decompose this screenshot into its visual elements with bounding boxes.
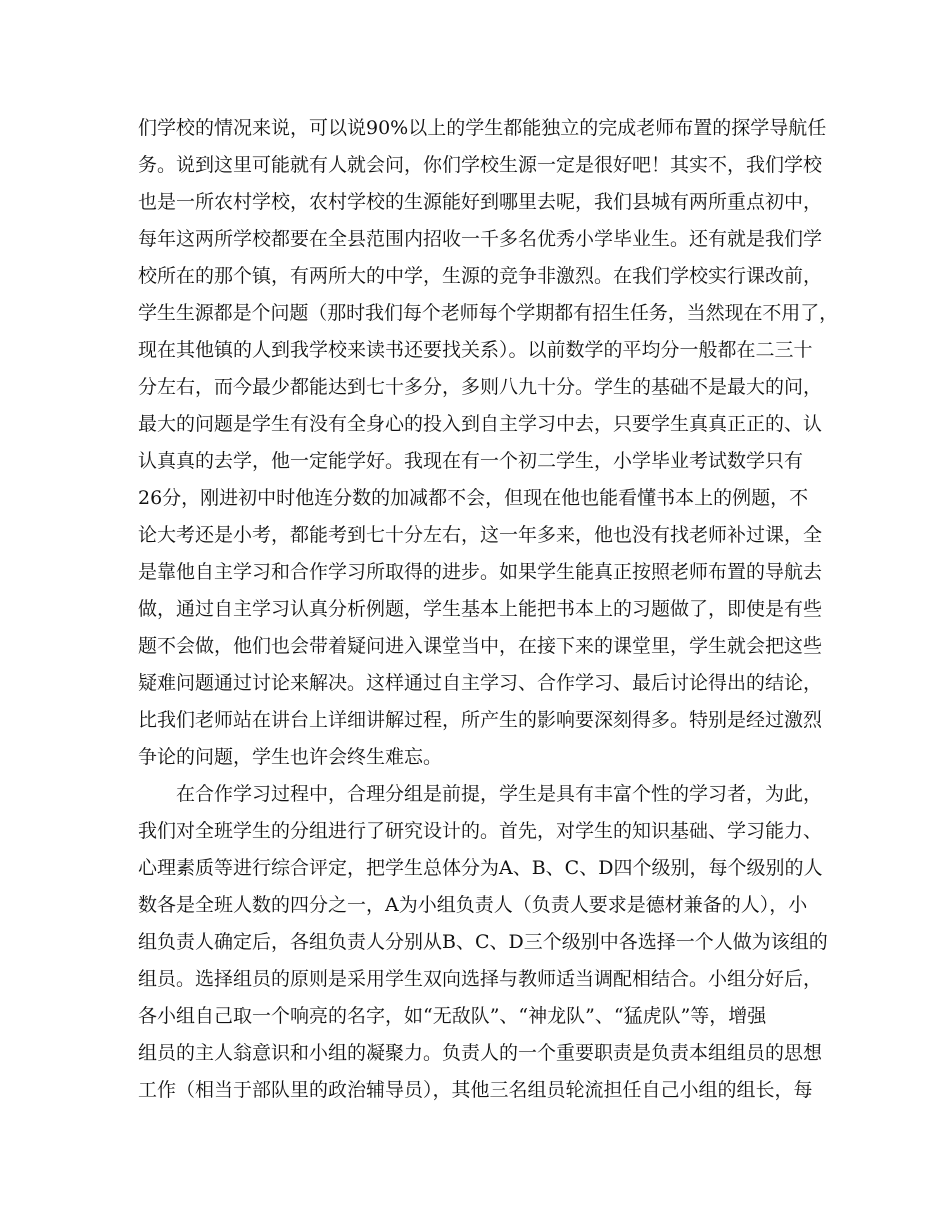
- text-line: 也是一所农村学校，农村学校的生源能好到哪里去呢，我们县城有两所重点初中，: [138, 191, 823, 213]
- text-line: 工作（相当于部队里的政治辅导员），其他三名组员轮流担任自己小组的组长，每: [138, 1079, 813, 1101]
- text-line: 题不会做，他们也会带着疑问进入课堂当中，在接下来的课堂里，学生就会把这些: [138, 635, 823, 657]
- text-line: 数各是全班人数的四分之一，A为小组负责人（负责人要求是德材兼备的人），小: [138, 894, 808, 916]
- text-line: 26分，刚进初中时他连分数的加减都不会，但现在他也能看懂书本上的例题，不: [138, 487, 809, 509]
- body-text: [138, 110, 838, 1109]
- text-line: 是靠他自主学习和合作学习所取得的进步。如果学生能真正按照老师布置的导航去: [138, 561, 823, 583]
- text-line: 疑难问题通过讨论来解决。这样通过自主学习、合作学习、最后讨论得出的结论，: [138, 672, 823, 694]
- text-line: 每年这两所学校都要在全县范围内招收一千多名优秀小学毕业生。还有就是我们学: [138, 228, 823, 250]
- paragraph-first-line: 在合作学习过程中，合理分组是前提，学生是具有丰富个性的学习者，为此，: [176, 783, 823, 805]
- text-line: 校所在的那个镇，有两所大的中学，生源的竞争非激烈。在我们学校实行课改前，: [138, 265, 823, 287]
- text-line: 争论的问题，学生也许会终生难忘。: [138, 746, 443, 768]
- text-line: 做，通过自主学习认真分析例题，学生基本上能把书本上的习题做了，即使是有些: [138, 598, 823, 620]
- text-line: 比我们老师站在讲台上详细讲解过程，所产生的影响要深刻得多。特别是经过激烈: [138, 709, 823, 731]
- text-line: 各小组自己取一个响亮的名字，如“无敌队”、“神龙队”、“猛虎队”等，增强: [138, 1005, 767, 1027]
- text-line: 最大的问题是学生有没有全身心的投入到自主学习中去，只要学生真真正正的、认: [138, 413, 823, 435]
- text-line: 组员的主人翁意识和小组的凝聚力。负责人的一个重要职责是负责本组组员的思想: [138, 1042, 823, 1064]
- text-line: 务。说到这里可能就有人就会问，你们学校生源一定是很好吧！其实不，我们学校: [138, 154, 823, 176]
- text-line: 心理素质等进行综合评定，把学生总体分为A、B、C、D四个级别，每个级别的人: [138, 857, 823, 879]
- text-line: 我们对全班学生的分组进行了研究设计的。首先，对学生的知识基础、学习能力、: [138, 820, 823, 842]
- text-line: 们学校的情况来说，可以说90%以上的学生都能独立的完成老师布置的探学导航任: [138, 117, 827, 139]
- text-line: 论大考还是小考，都能考到七十分左右，这一年多来，他也没有找老师补过课，全: [138, 524, 823, 546]
- text-line: 分左右，而今最少都能达到七十多分，多则八九十分。学生的基础不是最大的问，: [138, 376, 823, 398]
- text-line: 学生生源都是个问题（那时我们每个老师每个学期都有招生任务，当然现在不用了，: [138, 302, 839, 324]
- text-line: 组负责人确定后，各组负责人分别从B、C、D三个级别中各选择一个人做为该组的: [138, 931, 828, 953]
- text-line: 现在其他镇的人到我学校来读书还要找关系）。以前数学的平均分一般都在二三十: [138, 339, 813, 361]
- text-line: 组员。选择组员的原则是采用学生双向选择与教师适当调配相结合。小组分好后，: [138, 968, 823, 990]
- text-line: 认真真的去学，他一定能学好。我现在有一个初二学生，小学毕业考试数学只有: [138, 450, 804, 472]
